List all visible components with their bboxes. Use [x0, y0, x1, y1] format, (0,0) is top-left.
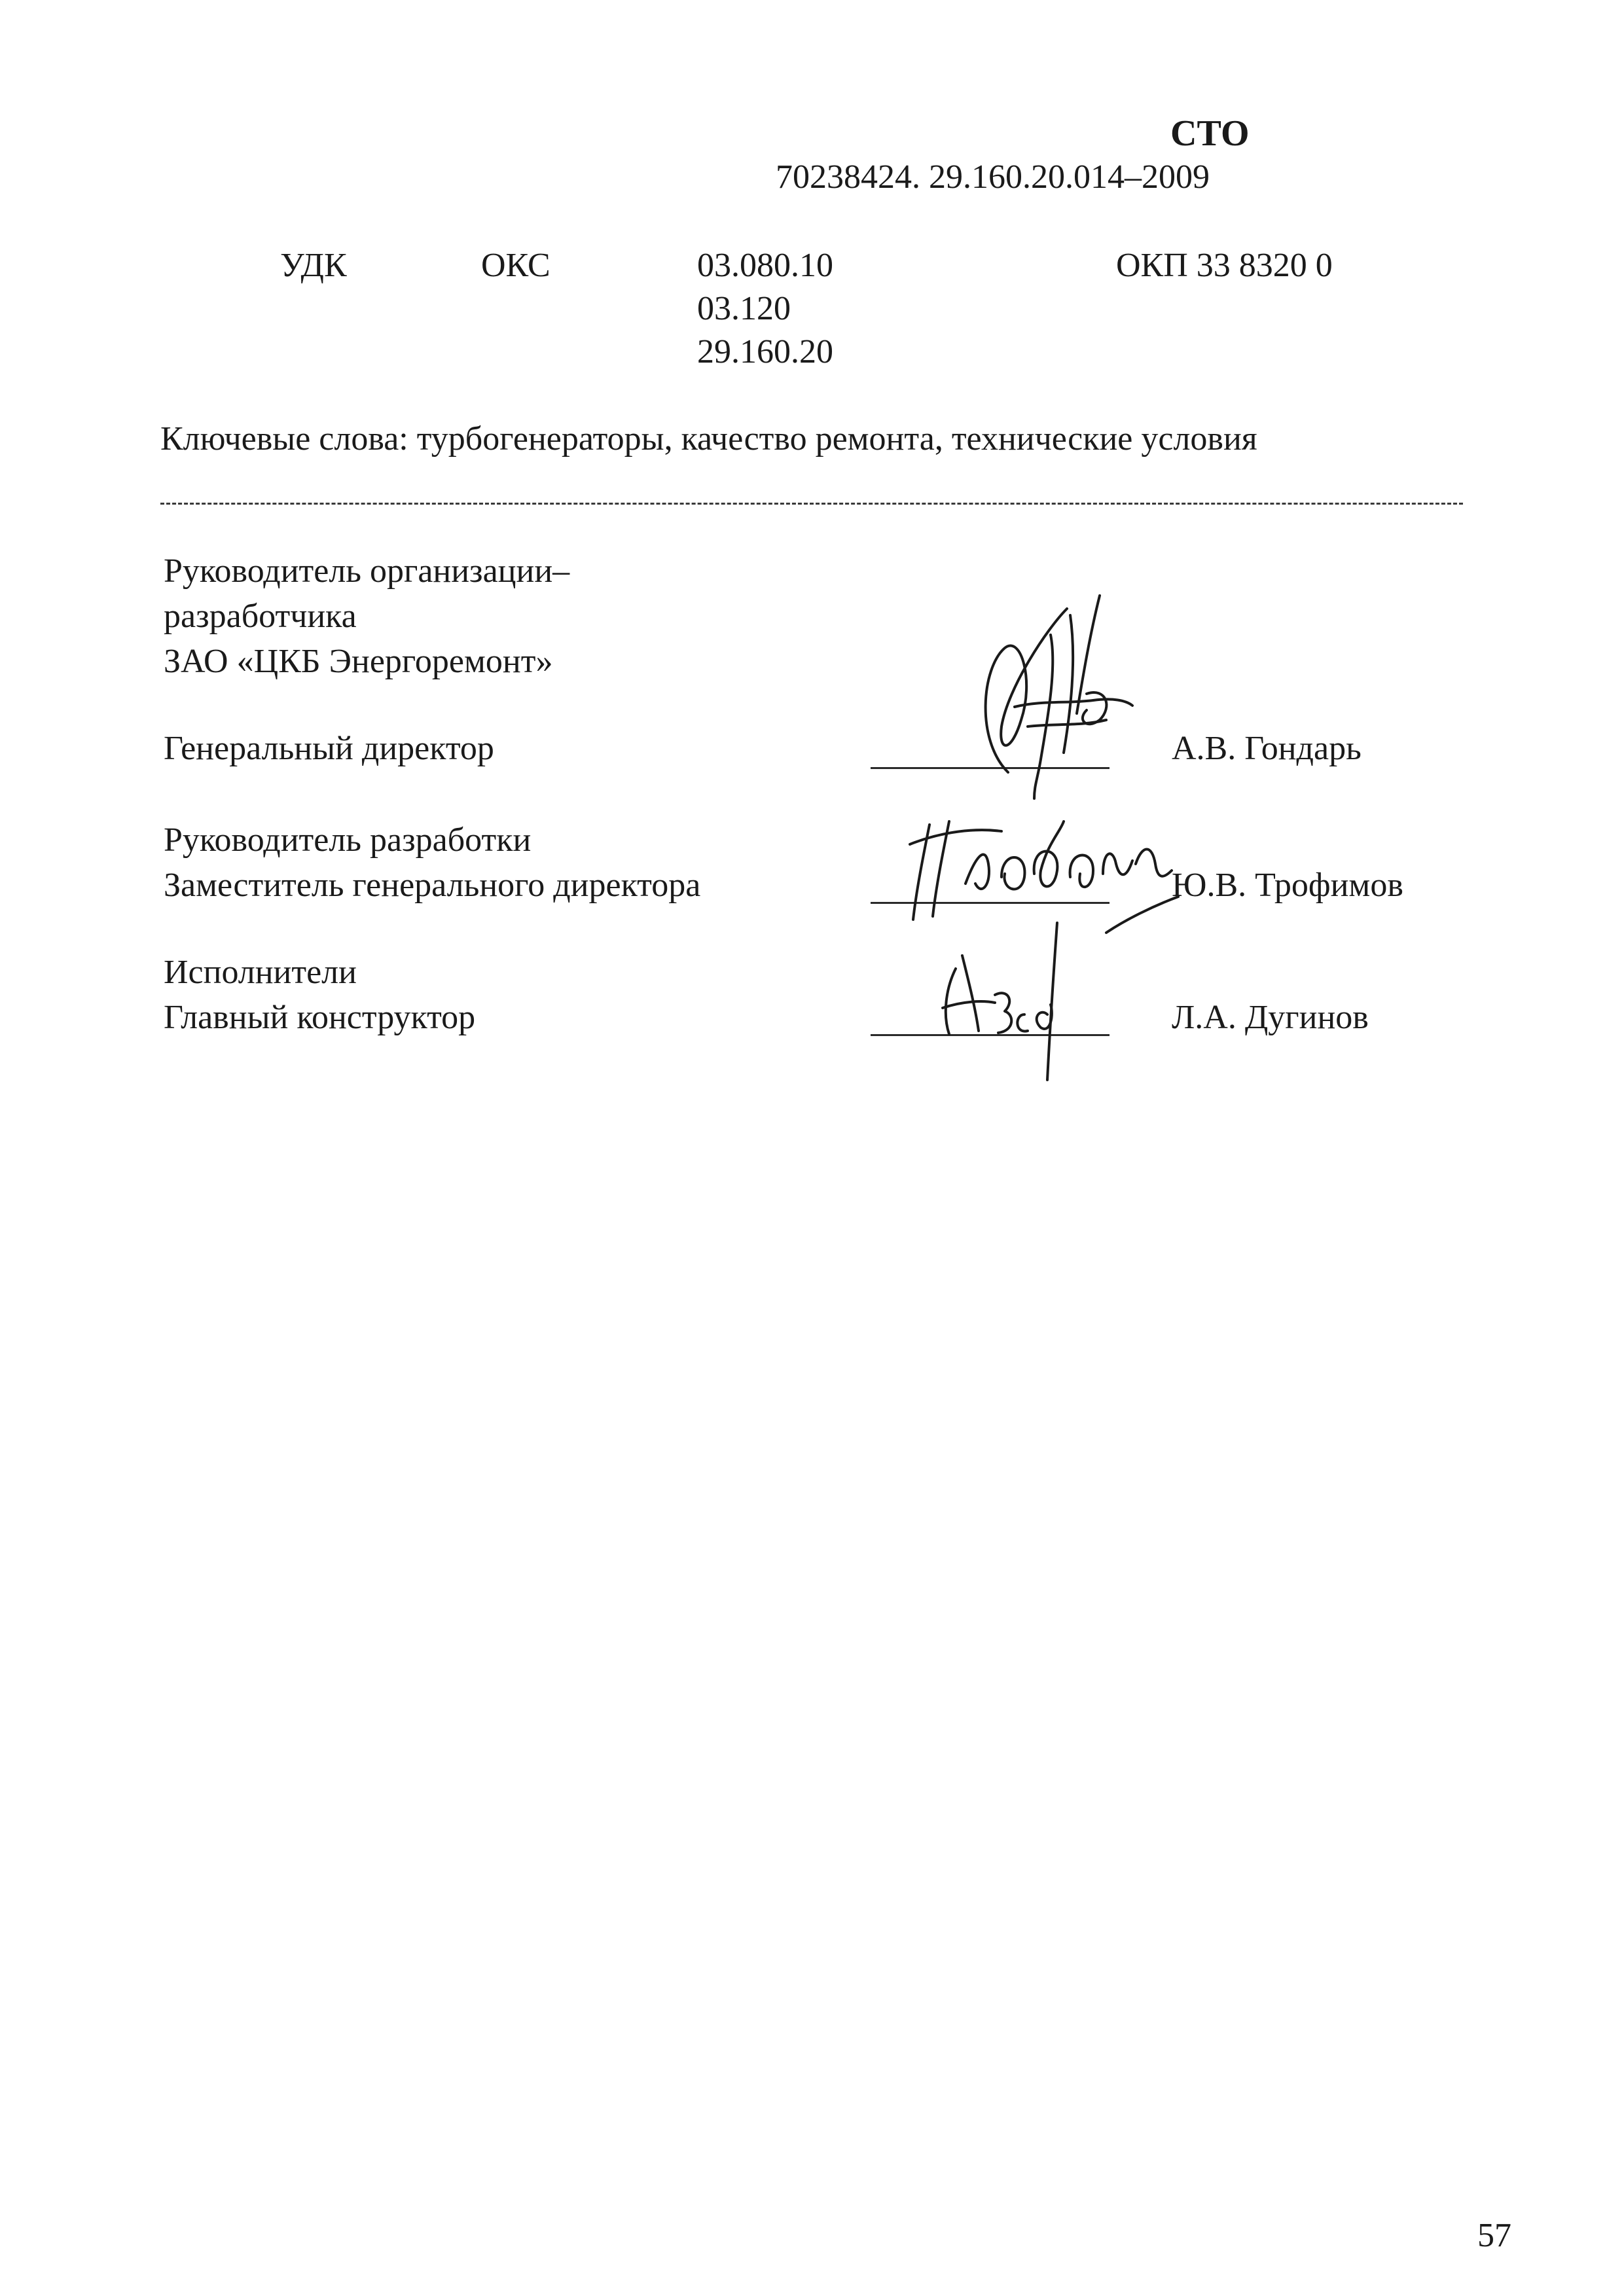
org-head-name: А.В. Гондарь — [1172, 730, 1362, 767]
performers-line: Исполнители — [164, 954, 357, 991]
standard-number: 70238424. 29.160.20.014–2009 — [776, 158, 1210, 196]
page-number: 57 — [1477, 2217, 1511, 2254]
signature-duginov — [916, 916, 1087, 1086]
oks-code: 03.120 — [697, 290, 791, 327]
oks-label: ОКС — [481, 247, 550, 284]
org-head-line: ЗАО «ЦКБ Энергоремонт» — [164, 643, 553, 680]
oks-code: 03.080.10 — [697, 247, 833, 284]
performers-name: Л.А. Дугинов — [1172, 999, 1369, 1036]
performers-line: Главный конструктор — [164, 999, 476, 1036]
standard-prefix: СТО — [1170, 113, 1250, 154]
udk-label: УДК — [280, 247, 347, 284]
org-head-line: Руководитель организации– — [164, 552, 570, 590]
dev-head-line: Руководитель разработки — [164, 821, 532, 859]
keywords-line: Ключевые слова: турбогенераторы, качество ремонта, технические условия — [160, 420, 1257, 457]
org-head-position: Генеральный директор — [164, 730, 494, 767]
okp-code: ОКП 33 8320 0 — [1116, 247, 1333, 284]
org-head-line: разработчика — [164, 598, 357, 635]
oks-code: 29.160.20 — [697, 333, 833, 370]
signature-gondar — [936, 589, 1152, 805]
dev-head-name: Ю.В. Трофимов — [1172, 867, 1403, 904]
divider-line — [160, 503, 1463, 505]
dev-head-line: Заместитель генерального директора — [164, 867, 701, 904]
